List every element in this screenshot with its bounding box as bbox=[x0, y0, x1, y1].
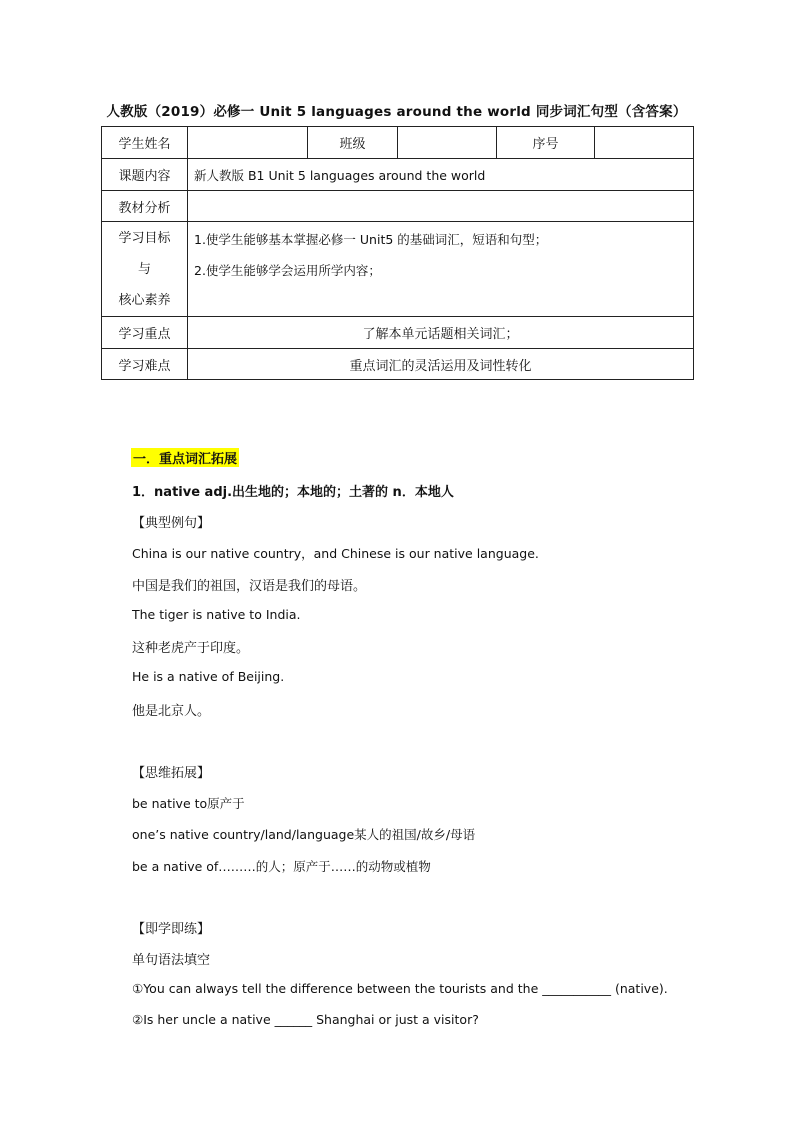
goal-content bbox=[188, 222, 694, 317]
goal-label-line: 核心素养 bbox=[118, 292, 171, 308]
difficulty-label: 学习难点 bbox=[102, 349, 188, 380]
practice-type: 单句语法填空 bbox=[132, 953, 211, 968]
examples-heading: 【典型例句】 bbox=[132, 516, 211, 531]
example-en: China is our native country，and Chinese is our native language. bbox=[132, 546, 539, 561]
seat-cell[interactable] bbox=[595, 127, 694, 159]
analysis-label: 教材分析 bbox=[102, 191, 188, 222]
table-row bbox=[102, 191, 694, 222]
example-en: He is a native of Beijing. bbox=[132, 669, 285, 684]
class-label: 班级 bbox=[308, 127, 398, 159]
phrase-item: one’s native country/land/language某人的祖国/故乡/母语 bbox=[132, 827, 476, 842]
goal-label-line: 学习目标 bbox=[118, 230, 171, 246]
thinking-heading: 【思维拓展】 bbox=[132, 766, 211, 781]
topic-label: 课题内容 bbox=[102, 159, 188, 191]
focus-value: 了解本单元话题相关词汇； bbox=[188, 317, 694, 349]
phrase-item: be a native of………的人；原产于……的动物或植物 bbox=[132, 859, 431, 874]
phrase-item: be native to原产于 bbox=[132, 796, 245, 811]
question-item: ①You can always tell the difference between the tourists and the ___________ (native). bbox=[132, 981, 668, 996]
example-en: The tiger is native to India. bbox=[132, 607, 301, 622]
goal-label bbox=[102, 222, 188, 317]
difficulty-value: 重点词汇的灵活运用及词性转化 bbox=[188, 349, 694, 380]
analysis-cell[interactable] bbox=[188, 191, 694, 222]
topic-value: 新人教版 B1 Unit 5 languages around the world bbox=[188, 159, 694, 191]
lesson-info-table bbox=[101, 126, 694, 380]
example-zh: 他是北京人。 bbox=[132, 704, 211, 719]
goal-label-line: 与 bbox=[137, 261, 151, 277]
section-title: 一．重点词汇拓展 bbox=[131, 448, 239, 467]
table-row bbox=[102, 127, 694, 159]
example-zh: 这种老虎产于印度。 bbox=[132, 641, 250, 656]
class-cell[interactable] bbox=[398, 127, 497, 159]
question-item: ②Is her uncle a native ______ Shanghai or just a visitor? bbox=[132, 1012, 479, 1027]
student-name-label: 学生姓名 bbox=[102, 127, 188, 159]
vocab-item-heading: 1．native adj.出生地的；本地的；土著的 n．本地人 bbox=[132, 485, 454, 500]
table-row bbox=[102, 349, 694, 380]
table-row bbox=[102, 159, 694, 191]
goal-item: 2.使学生能够学会运用所学内容； bbox=[194, 263, 381, 278]
focus-label: 学习重点 bbox=[102, 317, 188, 349]
example-zh: 中国是我们的祖国，汉语是我们的母语。 bbox=[132, 579, 367, 594]
seat-label: 序号 bbox=[497, 127, 595, 159]
document-title: 人教版（2019）必修一 Unit 5 languages around the world 同步词汇句型（含答案） bbox=[106, 104, 687, 120]
table-row bbox=[102, 222, 694, 317]
table-row bbox=[102, 317, 694, 349]
goal-item: 1.使学生能够基本掌握必修一 Unit5 的基础词汇，短语和句型； bbox=[194, 232, 548, 247]
student-name-cell[interactable] bbox=[188, 127, 308, 159]
practice-heading: 【即学即练】 bbox=[132, 922, 211, 937]
